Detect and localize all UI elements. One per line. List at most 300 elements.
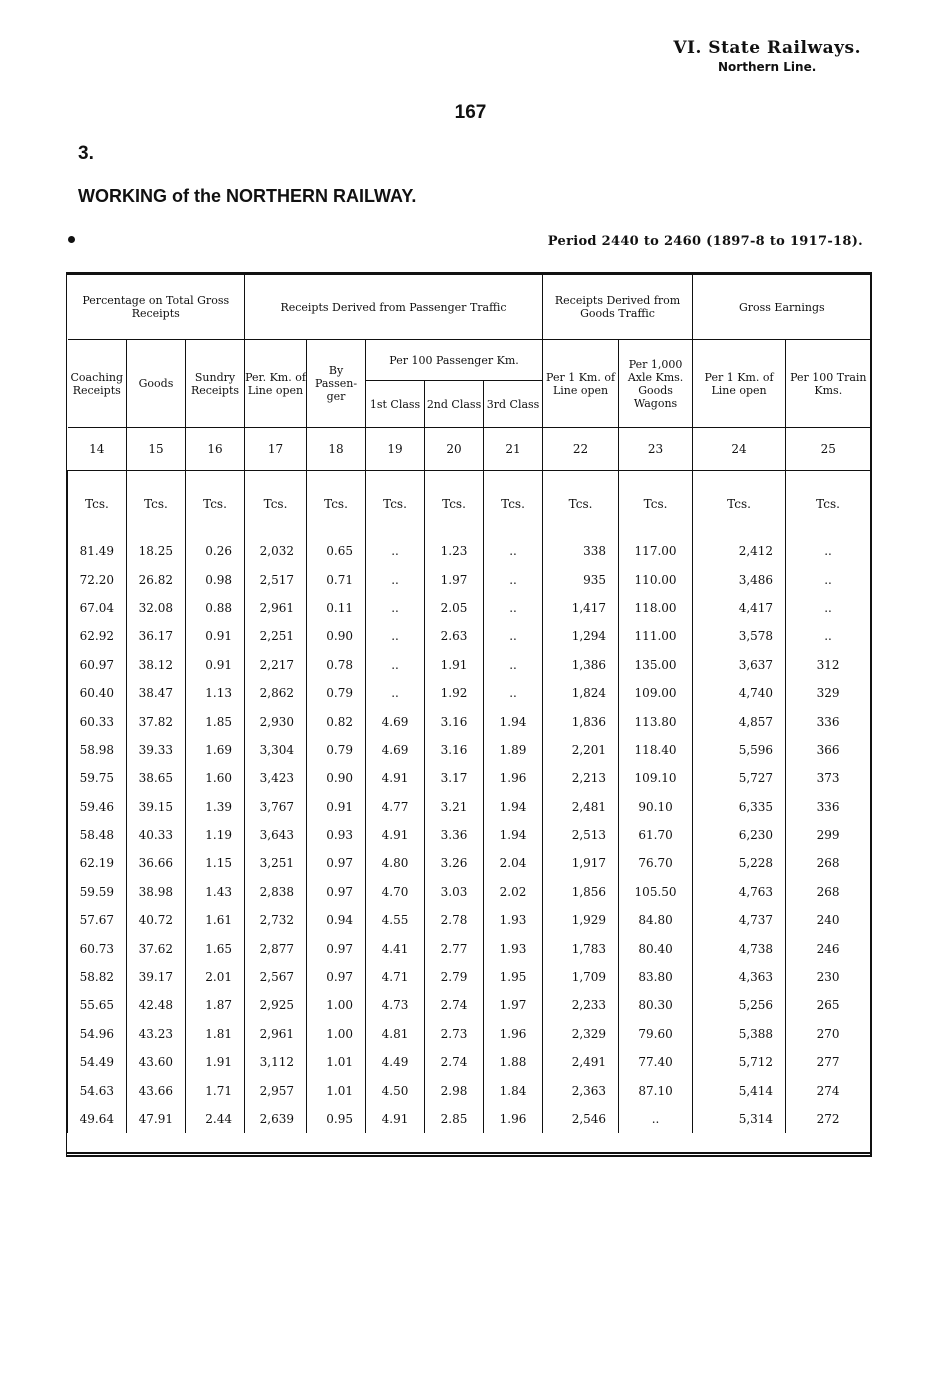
page-title: WORKING of the NORTHERN RAILWAY.	[78, 186, 417, 206]
table-cell: 6,230	[693, 821, 786, 849]
table-cell: 4,857	[693, 707, 786, 735]
header-goods: Goods	[127, 340, 186, 428]
column-number: 25	[786, 428, 871, 471]
table-cell: 2.98	[425, 1076, 484, 1104]
table-cell: 1.96	[484, 764, 543, 792]
table-cell: 5,727	[693, 764, 786, 792]
table-cell: 2,213	[543, 764, 619, 792]
table-cell: 1.88	[484, 1048, 543, 1076]
table-cell: 1,929	[543, 906, 619, 934]
table-cell: 0.26	[186, 537, 245, 565]
table-cell: 2,233	[543, 991, 619, 1019]
table-cell: 55.65	[68, 991, 127, 1019]
table-cell: 4,737	[693, 906, 786, 934]
bullet-mark	[68, 236, 75, 243]
table-cell: 1,917	[543, 849, 619, 877]
table-cell: 3,486	[693, 565, 786, 593]
table-cell: 1.01	[307, 1076, 366, 1104]
table-cell: 2.01	[186, 963, 245, 991]
table-cell: 3.36	[425, 821, 484, 849]
table-cell: 1.81	[186, 1020, 245, 1048]
table-cell: 43.60	[127, 1048, 186, 1076]
table-cell: 3,643	[245, 821, 307, 849]
table-cell: 4,740	[693, 679, 786, 707]
table-row	[68, 1076, 871, 1104]
table-cell: 18.25	[127, 537, 186, 565]
table-cell: 2,546	[543, 1105, 619, 1133]
table-cell: 240	[786, 906, 871, 934]
table-cell: 38.65	[127, 764, 186, 792]
column-number: 17	[245, 428, 307, 471]
table-cell: 2,032	[245, 537, 307, 565]
table-cell: 230	[786, 963, 871, 991]
table-cell: 2,251	[245, 622, 307, 650]
table-cell: 1.15	[186, 849, 245, 877]
table-cell: 54.96	[68, 1020, 127, 1048]
table-cell: 2.44	[186, 1105, 245, 1133]
table-cell: 2,862	[245, 679, 307, 707]
table-cell: 3.26	[425, 849, 484, 877]
table-cell: 1.39	[186, 793, 245, 821]
table-cell: 329	[786, 679, 871, 707]
table-cell: 4.91	[366, 764, 425, 792]
column-number: 16	[186, 428, 245, 471]
table-cell: 135.00	[619, 651, 693, 679]
header-per-km-line: Per. Km. of Line open	[245, 340, 307, 428]
table-cell: 43.66	[127, 1076, 186, 1104]
table-cell: 39.17	[127, 963, 186, 991]
table-cell: 2,957	[245, 1076, 307, 1104]
column-number: 18	[307, 428, 366, 471]
table-cell: 60.97	[68, 651, 127, 679]
table-cell: 81.49	[68, 537, 127, 565]
table-cell: 5,256	[693, 991, 786, 1019]
table-cell: 3,767	[245, 793, 307, 821]
header-coaching: Coaching Receipts	[68, 340, 127, 428]
table-cell: 246	[786, 934, 871, 962]
table-cell: 1.97	[484, 991, 543, 1019]
working-table	[67, 275, 871, 1133]
table-cell: 4.73	[366, 991, 425, 1019]
table-cell: 1,386	[543, 651, 619, 679]
table-cell: 1,824	[543, 679, 619, 707]
table-cell: 58.98	[68, 736, 127, 764]
table-cell: 2.02	[484, 878, 543, 906]
table-cell: 0.95	[307, 1105, 366, 1133]
table-cell: 67.04	[68, 594, 127, 622]
table-cell: 4.81	[366, 1020, 425, 1048]
table-cell: 1.91	[425, 651, 484, 679]
table-cell: 5,414	[693, 1076, 786, 1104]
table-cell: 26.82	[127, 565, 186, 593]
table-cell: 1.96	[484, 1020, 543, 1048]
table-cell: 3.21	[425, 793, 484, 821]
table-row	[68, 707, 871, 735]
table-cell: ..	[786, 565, 871, 593]
table-cell: 2,838	[245, 878, 307, 906]
table-cell: 0.91	[186, 651, 245, 679]
table-cell: 1.00	[307, 991, 366, 1019]
table-cell: ..	[484, 622, 543, 650]
column-number: 22	[543, 428, 619, 471]
running-header	[673, 38, 861, 74]
table-cell: 42.48	[127, 991, 186, 1019]
table-cell: 4,363	[693, 963, 786, 991]
table-row	[68, 1105, 871, 1133]
table-cell: 1.60	[186, 764, 245, 792]
header-third-class: 3rd Class	[484, 381, 543, 428]
table-row	[68, 934, 871, 962]
table-cell: 3,304	[245, 736, 307, 764]
table-cell: 0.88	[186, 594, 245, 622]
table-row	[68, 821, 871, 849]
table-row	[68, 594, 871, 622]
table-cell: 77.40	[619, 1048, 693, 1076]
table-cell: 111.00	[619, 622, 693, 650]
table-cell: 2,567	[245, 963, 307, 991]
table-cell: 38.98	[127, 878, 186, 906]
table-cell: 5,228	[693, 849, 786, 877]
table-cell: 62.19	[68, 849, 127, 877]
table-cell: 0.94	[307, 906, 366, 934]
table-cell: ..	[484, 651, 543, 679]
table-cell: 60.40	[68, 679, 127, 707]
table-cell: 2.85	[425, 1105, 484, 1133]
table-cell: 60.73	[68, 934, 127, 962]
table-cell: 2.77	[425, 934, 484, 962]
table-cell: 1,836	[543, 707, 619, 735]
table-row	[68, 906, 871, 934]
table-cell: 1,294	[543, 622, 619, 650]
table-cell: 4,763	[693, 878, 786, 906]
table-cell: 3.16	[425, 707, 484, 735]
table-cell: 2.79	[425, 963, 484, 991]
table-cell: 2.05	[425, 594, 484, 622]
table-cell: 113.80	[619, 707, 693, 735]
subgroup-per-100-passenger-km: Per 100 Passenger Km.	[366, 340, 543, 381]
table-cell: 83.80	[619, 963, 693, 991]
table-cell: 39.15	[127, 793, 186, 821]
unit-label: Tcs.	[425, 471, 484, 538]
table-cell: 2,329	[543, 1020, 619, 1048]
table-cell: 90.10	[619, 793, 693, 821]
table-cell: 0.71	[307, 565, 366, 593]
table-cell: 4.69	[366, 707, 425, 735]
table-cell: 6,335	[693, 793, 786, 821]
table-cell: 60.33	[68, 707, 127, 735]
table-cell: 2.74	[425, 991, 484, 1019]
working-table-frame	[66, 272, 872, 1156]
table-cell: 43.23	[127, 1020, 186, 1048]
table-cell: 3,637	[693, 651, 786, 679]
table-cell: 1.89	[484, 736, 543, 764]
header-goods-per-km: Per 1 Km. of Line open	[543, 340, 619, 428]
table-cell: 79.60	[619, 1020, 693, 1048]
table-cell: 0.97	[307, 849, 366, 877]
table-cell: 4,417	[693, 594, 786, 622]
table-cell: ..	[366, 622, 425, 650]
group-gross: Gross Earnings	[693, 275, 871, 340]
table-cell: 1.96	[484, 1105, 543, 1133]
table-cell: 2,491	[543, 1048, 619, 1076]
table-cell: 1.65	[186, 934, 245, 962]
table-cell: 1.43	[186, 878, 245, 906]
table-cell: 2,639	[245, 1105, 307, 1133]
table-cell: ..	[366, 651, 425, 679]
table-cell: 118.40	[619, 736, 693, 764]
table-cell: 109.10	[619, 764, 693, 792]
header-gross-per-km: Per 1 Km. of Line open	[693, 340, 786, 428]
table-cell: 1.84	[484, 1076, 543, 1104]
table-cell: 2,412	[693, 537, 786, 565]
unit-label: Tcs.	[619, 471, 693, 538]
table-cell: 54.63	[68, 1076, 127, 1104]
table-cell: ..	[484, 537, 543, 565]
table-cell: ..	[484, 565, 543, 593]
section-number: 3.	[78, 143, 94, 164]
header-first-class: 1st Class	[366, 381, 425, 428]
table-cell: 3.17	[425, 764, 484, 792]
table-cell: 1.01	[307, 1048, 366, 1076]
table-row	[68, 878, 871, 906]
table-cell: 4.71	[366, 963, 425, 991]
table-cell: 0.90	[307, 622, 366, 650]
table-cell: 265	[786, 991, 871, 1019]
table-cell: 268	[786, 878, 871, 906]
table-cell: 105.50	[619, 878, 693, 906]
table-cell: 4.80	[366, 849, 425, 877]
table-cell: 61.70	[619, 821, 693, 849]
table-cell: 1,709	[543, 963, 619, 991]
header-gross-per-train: Per 100 Train Kms.	[786, 340, 871, 428]
table-cell: 0.11	[307, 594, 366, 622]
table-row	[68, 764, 871, 792]
table-cell: 80.40	[619, 934, 693, 962]
table-cell: 5,712	[693, 1048, 786, 1076]
table-cell: 4.55	[366, 906, 425, 934]
column-number: 23	[619, 428, 693, 471]
header-goods-per-axle: Per 1,000 Axle Kms. Goods Wagons	[619, 340, 693, 428]
table-cell: 59.59	[68, 878, 127, 906]
table-cell: 1,856	[543, 878, 619, 906]
table-cell: 1,783	[543, 934, 619, 962]
column-number: 14	[68, 428, 127, 471]
table-cell: 1.94	[484, 707, 543, 735]
table-cell: 935	[543, 565, 619, 593]
table-cell: 0.79	[307, 679, 366, 707]
table-cell: 1.19	[186, 821, 245, 849]
table-cell: ..	[786, 594, 871, 622]
table-cell: 5,314	[693, 1105, 786, 1133]
table-cell: 1.91	[186, 1048, 245, 1076]
table-cell: 1.71	[186, 1076, 245, 1104]
table-cell: 5,596	[693, 736, 786, 764]
table-row	[68, 1020, 871, 1048]
table-cell: 336	[786, 793, 871, 821]
unit-label: Tcs.	[186, 471, 245, 538]
unit-label: Tcs.	[245, 471, 307, 538]
table-cell: 4.49	[366, 1048, 425, 1076]
column-number: 20	[425, 428, 484, 471]
table-cell: 1.69	[186, 736, 245, 764]
table-cell: 272	[786, 1105, 871, 1133]
table-cell: 87.10	[619, 1076, 693, 1104]
table-cell: 47.91	[127, 1105, 186, 1133]
page-number: 167	[454, 102, 487, 123]
table-cell: 2.04	[484, 849, 543, 877]
table-cell: 1.00	[307, 1020, 366, 1048]
table-cell: 32.08	[127, 594, 186, 622]
table-cell: 2,732	[245, 906, 307, 934]
table-cell: 4.91	[366, 821, 425, 849]
table-cell: 277	[786, 1048, 871, 1076]
table-cell: 0.65	[307, 537, 366, 565]
table-cell: 4.50	[366, 1076, 425, 1104]
table-cell: 299	[786, 821, 871, 849]
table-cell: 1.92	[425, 679, 484, 707]
group-passenger: Receipts Derived from Passenger Traffic	[245, 275, 543, 340]
table-cell: 1.94	[484, 821, 543, 849]
column-number: 24	[693, 428, 786, 471]
table-cell: 40.33	[127, 821, 186, 849]
table-cell: 366	[786, 736, 871, 764]
table-cell: 268	[786, 849, 871, 877]
table-cell: 1.61	[186, 906, 245, 934]
table-cell: ..	[366, 565, 425, 593]
table-cell: 0.90	[307, 764, 366, 792]
unit-label: Tcs.	[693, 471, 786, 538]
unit-label: Tcs.	[543, 471, 619, 538]
table-cell: 0.91	[307, 793, 366, 821]
column-number: 21	[484, 428, 543, 471]
table-cell: 312	[786, 651, 871, 679]
table-cell: ..	[484, 594, 543, 622]
column-number: 15	[127, 428, 186, 471]
table-cell: 40.72	[127, 906, 186, 934]
table-bottom-rule	[66, 1152, 872, 1157]
table-cell: 110.00	[619, 565, 693, 593]
table-cell: 1,417	[543, 594, 619, 622]
table-cell: 2,925	[245, 991, 307, 1019]
table-cell: 39.33	[127, 736, 186, 764]
table-cell: 2,201	[543, 736, 619, 764]
table-cell: 0.97	[307, 963, 366, 991]
table-cell: 2.74	[425, 1048, 484, 1076]
table-cell: ..	[619, 1105, 693, 1133]
table-cell: 76.70	[619, 849, 693, 877]
table-cell: 336	[786, 707, 871, 735]
table-cell: 118.00	[619, 594, 693, 622]
table-cell: 49.64	[68, 1105, 127, 1133]
table-cell: ..	[366, 594, 425, 622]
table-row	[68, 793, 871, 821]
table-cell: 0.91	[186, 622, 245, 650]
table-cell: 3.16	[425, 736, 484, 764]
table-cell: 80.30	[619, 991, 693, 1019]
table-row	[68, 622, 871, 650]
table-cell: ..	[786, 622, 871, 650]
table-cell: 2,877	[245, 934, 307, 962]
table-cell: ..	[366, 537, 425, 565]
table-cell: 2.63	[425, 622, 484, 650]
section-heading: VI. State Railways.	[673, 38, 861, 58]
table-cell: 54.49	[68, 1048, 127, 1076]
table-body	[68, 537, 871, 1133]
table-cell: ..	[366, 679, 425, 707]
unit-label: Tcs.	[484, 471, 543, 538]
group-percentage: Percentage on Total Gross Receipts	[68, 275, 245, 340]
table-row	[68, 537, 871, 565]
table-cell: 2,513	[543, 821, 619, 849]
table-cell: 4.91	[366, 1105, 425, 1133]
table-cell: 38.12	[127, 651, 186, 679]
table-cell: 58.82	[68, 963, 127, 991]
table-cell: 1.13	[186, 679, 245, 707]
table-cell: 373	[786, 764, 871, 792]
table-row	[68, 963, 871, 991]
table-cell: 36.66	[127, 849, 186, 877]
table-cell: 37.62	[127, 934, 186, 962]
table-row	[68, 736, 871, 764]
table-row	[68, 1048, 871, 1076]
table-row	[68, 991, 871, 1019]
table-cell: 72.20	[68, 565, 127, 593]
table-row	[68, 565, 871, 593]
table-cell: 4,738	[693, 934, 786, 962]
table-cell: 1.94	[484, 793, 543, 821]
table-cell: 1.97	[425, 565, 484, 593]
table-cell: 3,578	[693, 622, 786, 650]
units-row	[68, 471, 871, 538]
table-cell: 38.47	[127, 679, 186, 707]
table-cell: 338	[543, 537, 619, 565]
table-cell: 4.41	[366, 934, 425, 962]
unit-label: Tcs.	[68, 471, 127, 538]
table-cell: ..	[484, 679, 543, 707]
table-cell: 1.93	[484, 906, 543, 934]
table-cell: 270	[786, 1020, 871, 1048]
table-cell: 2.73	[425, 1020, 484, 1048]
table-cell: 3,112	[245, 1048, 307, 1076]
table-cell: 4.77	[366, 793, 425, 821]
unit-label: Tcs.	[786, 471, 871, 538]
table-cell: 2,961	[245, 594, 307, 622]
table-cell: 0.98	[186, 565, 245, 593]
table-cell: 37.82	[127, 707, 186, 735]
table-cell: 0.79	[307, 736, 366, 764]
table-cell: 59.46	[68, 793, 127, 821]
table-cell: 2,363	[543, 1076, 619, 1104]
table-cell: 0.97	[307, 934, 366, 962]
table-cell: 1.23	[425, 537, 484, 565]
table-cell: 0.78	[307, 651, 366, 679]
table-cell: 4.70	[366, 878, 425, 906]
table-cell: 5,388	[693, 1020, 786, 1048]
header-sundry: Sundry Receipts	[186, 340, 245, 428]
table-cell: 3,423	[245, 764, 307, 792]
table-cell: 4.69	[366, 736, 425, 764]
table-cell: 84.80	[619, 906, 693, 934]
table-cell: 1.85	[186, 707, 245, 735]
unit-label: Tcs.	[127, 471, 186, 538]
table-cell: 62.92	[68, 622, 127, 650]
header-second-class: 2nd Class	[425, 381, 484, 428]
table-cell: 3.03	[425, 878, 484, 906]
table-row	[68, 651, 871, 679]
table-cell: ..	[786, 537, 871, 565]
table-cell: 59.75	[68, 764, 127, 792]
table-cell: 109.00	[619, 679, 693, 707]
